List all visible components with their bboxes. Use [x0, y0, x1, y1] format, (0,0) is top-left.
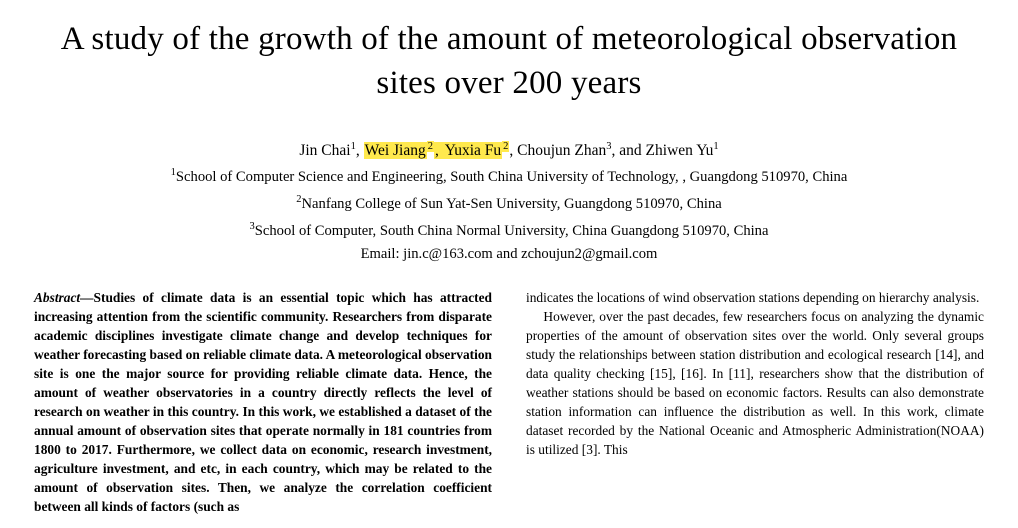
- affiliation-marker-2: 2: [296, 194, 302, 206]
- affiliation-2: [0, 193, 1018, 216]
- abstract-paragraph: [34, 288, 492, 516]
- author-separator-1: ,: [355, 142, 364, 160]
- author-list: [0, 139, 1018, 162]
- email-line: Email: jin.c@163.com and zchoujun2@gmail.com: [360, 246, 658, 263]
- affiliation-text-1: School of Computer Science and Engineering, South China University of Technology, , Guangdong 510970, China: [175, 169, 848, 186]
- author-separator-2: ,: [434, 142, 443, 160]
- body-columns: [34, 288, 984, 516]
- author-name-2: Wei Jiang: [364, 142, 426, 160]
- author-name-3: Yuxia Fu: [444, 142, 502, 160]
- affiliation-3: [0, 220, 1018, 243]
- right-paragraph-2: However, over the past decades, few researchers focus on analyzing the dynamic properties of the amount of observation sites over the world. Only several groups study the relationships between station distribution and ecological research [14], and data quality checking [15], [16]. In [11], researchers show that the distribution of weather stations should be based on economic factors. Results can also demonstrate station information can influence the distribution as well. In this work, climate dataset recorded by the National Oceanic and Atmospheric Administration(NOAA) is utilized [3]. This: [526, 308, 984, 458]
- right-paragraph-1: indicates the locations of wind observation stations depending on hierarchy analysis.: [526, 289, 980, 305]
- abstract-text: Studies of climate data is an essential topic which has attracted increasing attention from the scientific community. Researchers from disparate academic disciplines investigate climate change and develop techniques for weather forecasting based on reliable climate data. A meteorological observation site is one the major source for providing reliable climate data. Hence, the amount of weather observatories in a country directly reflects the level of research on weather in this country. In this work, we established a dataset of the annual amount of observation sites that operate normally in 181 countries from 1800 to 2017. Furthermore, we collect data on economic, research investment, agriculture investment, and etc, in each country, which may be related to the amount of observation sites. Then, we analyze the correlation coefficient between all kinds of factors (such as: [34, 289, 492, 515]
- author-name-5: Zhiwen Yu: [645, 142, 714, 160]
- author-separator-3: ,: [509, 142, 518, 160]
- author-affil-marker-1: 1: [350, 140, 356, 152]
- affiliation-marker-3: 3: [249, 220, 255, 232]
- page-title: A study of the growth of the amount of meteorological observation sites over 200 years: [60, 21, 958, 101]
- affiliation-text-2: Nanfang College of Sun Yat-Sen University, Guangdong 510970, China: [301, 195, 722, 212]
- paper-page: [0, 18, 1018, 528]
- affiliation-text-3: School of Computer, South China Normal University, China Guangdong 510970, China: [254, 222, 769, 239]
- author-name-1: Jin Chai: [299, 142, 351, 160]
- right-column: [526, 288, 984, 516]
- author-separator-4: , and: [611, 142, 646, 160]
- author-affil-marker-4: 3: [606, 140, 612, 152]
- abstract-label: Abstract—: [34, 289, 94, 305]
- affiliation-1: [0, 166, 1018, 189]
- affiliation-marker-1: 1: [170, 167, 176, 179]
- author-affil-marker-3: 2: [503, 140, 509, 152]
- author-affil-marker-5: 1: [713, 140, 719, 152]
- author-affil-marker-2: 2: [427, 140, 433, 152]
- author-name-4: Choujun Zhan: [517, 142, 607, 160]
- abstract-column: [34, 288, 492, 516]
